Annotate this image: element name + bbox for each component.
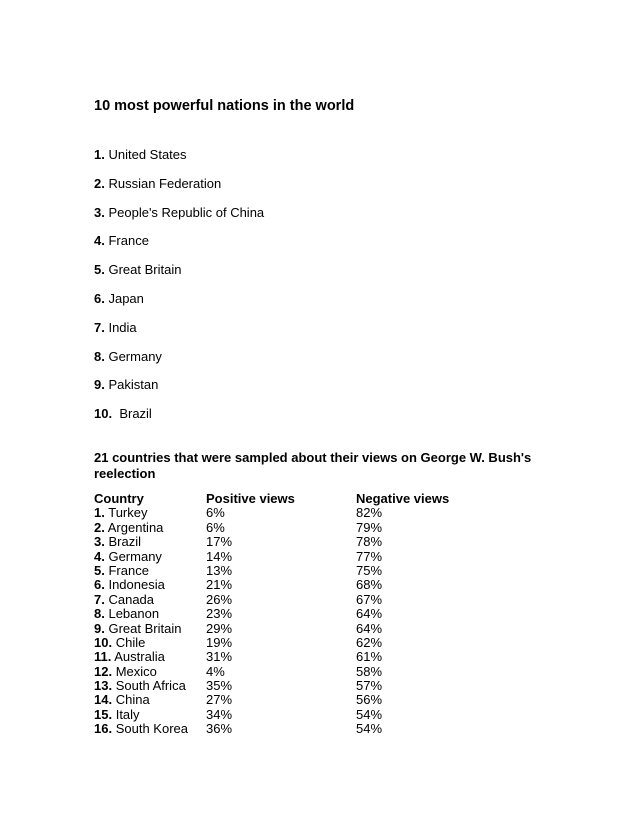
- cell-negative: 82%: [356, 505, 383, 521]
- country-name: Great Britain: [108, 620, 182, 636]
- cell-positive: 29%: [206, 620, 233, 636]
- item-name: France: [108, 233, 149, 249]
- column-header-country: Country: [94, 491, 144, 506]
- table-row: [94, 506, 554, 520]
- cell-country: [94, 622, 181, 636]
- list-item: [94, 349, 264, 378]
- country-name: Turkey: [108, 505, 148, 521]
- table-body: [94, 506, 554, 736]
- cell-negative: 62%: [356, 634, 383, 650]
- survey-table: [94, 492, 554, 737]
- cell-negative: 56%: [356, 692, 383, 708]
- list-item: [94, 233, 264, 262]
- item-number: 2.: [94, 175, 105, 191]
- table-row: [94, 564, 554, 578]
- row-number: 14.: [94, 692, 113, 708]
- cell-negative: 67%: [356, 591, 383, 607]
- country-name: Lebanon: [108, 606, 160, 622]
- table-row: [94, 679, 554, 693]
- powerful-nations-title: 10 most powerful nations in the world: [94, 98, 355, 114]
- country-name: Italy: [115, 706, 140, 722]
- table-row: [94, 708, 554, 722]
- cell-country: [94, 578, 165, 592]
- country-name: Indonesia: [108, 577, 165, 593]
- cell-country: [94, 607, 159, 621]
- cell-country: [94, 564, 149, 578]
- cell-positive: 26%: [206, 591, 233, 607]
- row-number: 16.: [94, 721, 113, 737]
- row-number: 11.: [94, 649, 112, 665]
- item-number: 1.: [94, 147, 105, 162]
- cell-country: [94, 650, 165, 664]
- cell-negative: 58%: [356, 663, 383, 679]
- item-name: Japan: [108, 290, 144, 306]
- list-item: [94, 406, 264, 435]
- item-name: Germany: [108, 348, 162, 364]
- table-row: [94, 693, 554, 707]
- table-row: [94, 593, 554, 607]
- cell-negative: 68%: [356, 577, 383, 593]
- row-number: 1.: [94, 505, 105, 521]
- cell-country: [94, 593, 154, 607]
- item-name: United States: [108, 147, 187, 162]
- item-number: 6.: [94, 290, 105, 306]
- cell-negative: 54%: [356, 721, 383, 737]
- country-name: Brazil: [108, 534, 141, 550]
- item-number: 3.: [94, 204, 105, 220]
- cell-negative: 54%: [356, 706, 383, 722]
- cell-positive: 4%: [206, 663, 225, 679]
- country-name: South Korea: [115, 721, 188, 737]
- row-number: 6.: [94, 577, 105, 593]
- cell-positive: 6%: [206, 519, 225, 535]
- item-name: Great Britain: [108, 262, 182, 278]
- powerful-nations-list: [94, 147, 264, 435]
- item-number: 9.: [94, 377, 105, 393]
- table-row: [94, 665, 554, 679]
- list-item: [94, 377, 264, 406]
- item-name: People's Republic of China: [108, 204, 265, 220]
- cell-positive: 17%: [206, 534, 233, 550]
- list-item: [94, 320, 264, 349]
- cell-positive: 27%: [206, 692, 233, 708]
- table-row: [94, 578, 554, 592]
- table-row: [94, 722, 554, 736]
- country-name: Germany: [108, 548, 162, 564]
- list-item: [94, 176, 264, 205]
- cell-positive: 31%: [206, 649, 233, 665]
- list-item: [94, 262, 264, 291]
- country-name: Australia: [114, 649, 165, 665]
- cell-negative: 64%: [356, 620, 383, 636]
- row-number: 12.: [94, 663, 113, 679]
- cell-positive: 23%: [206, 606, 233, 622]
- cell-country: [94, 550, 162, 564]
- row-number: 13.: [94, 678, 113, 694]
- country-name: China: [115, 692, 150, 708]
- column-header-positive: Positive views: [206, 491, 295, 506]
- country-name: Chile: [115, 634, 146, 650]
- row-number: 7.: [94, 591, 105, 607]
- cell-positive: 14%: [206, 548, 233, 564]
- country-name: France: [108, 562, 149, 578]
- list-item: [94, 147, 264, 176]
- cell-country: [94, 722, 188, 736]
- item-number: 7.: [94, 319, 105, 335]
- cell-negative: 77%: [356, 548, 383, 564]
- cell-country: [94, 679, 186, 693]
- item-number: 10.: [94, 406, 113, 422]
- table-row: [94, 622, 554, 636]
- table-header-row: [94, 492, 554, 506]
- cell-positive: 34%: [206, 706, 233, 722]
- cell-country: [94, 535, 141, 549]
- item-number: 4.: [94, 233, 105, 249]
- cell-country: [94, 506, 147, 520]
- row-number: 3.: [94, 534, 105, 550]
- country-name: South Africa: [115, 678, 186, 694]
- country-name: Canada: [108, 591, 155, 607]
- row-number: 15.: [94, 706, 113, 722]
- row-number: 9.: [94, 620, 105, 636]
- item-name: Brazil: [115, 406, 152, 422]
- cell-country: [94, 636, 145, 650]
- cell-negative: 64%: [356, 606, 383, 622]
- item-name: Pakistan: [108, 377, 159, 393]
- row-number: 10.: [94, 634, 113, 650]
- cell-country: [94, 693, 150, 707]
- row-number: 2.: [94, 519, 105, 535]
- cell-positive: 6%: [206, 505, 225, 521]
- country-name: Argentina: [107, 519, 164, 535]
- cell-positive: 21%: [206, 577, 233, 593]
- item-name: India: [108, 319, 137, 335]
- table-row: [94, 607, 554, 621]
- cell-country: [94, 521, 163, 535]
- table-row: [94, 550, 554, 564]
- cell-negative: 79%: [356, 519, 383, 535]
- table-row: [94, 650, 554, 664]
- cell-positive: 36%: [206, 721, 233, 737]
- cell-positive: 19%: [206, 634, 233, 650]
- cell-positive: 35%: [206, 678, 233, 694]
- table-row: [94, 636, 554, 650]
- row-number: 8.: [94, 606, 105, 622]
- survey-title: 21 countries that were sampled about their views on George W. Bush's reelection: [94, 450, 532, 481]
- cell-negative: 57%: [356, 678, 383, 694]
- cell-negative: 61%: [356, 649, 383, 665]
- column-header-negative: Negative views: [356, 491, 450, 506]
- country-name: Mexico: [115, 663, 157, 679]
- item-number: 8.: [94, 348, 105, 364]
- table-row: [94, 521, 554, 535]
- cell-country: [94, 665, 157, 679]
- list-item: [94, 205, 264, 234]
- row-number: 4.: [94, 548, 105, 564]
- list-item: [94, 291, 264, 320]
- item-name: Russian Federation: [108, 175, 222, 191]
- cell-negative: 75%: [356, 562, 383, 578]
- item-number: 5.: [94, 262, 105, 278]
- table-row: [94, 535, 554, 549]
- row-number: 5.: [94, 562, 105, 578]
- cell-positive: 13%: [206, 562, 233, 578]
- cell-country: [94, 708, 140, 722]
- cell-negative: 78%: [356, 534, 383, 550]
